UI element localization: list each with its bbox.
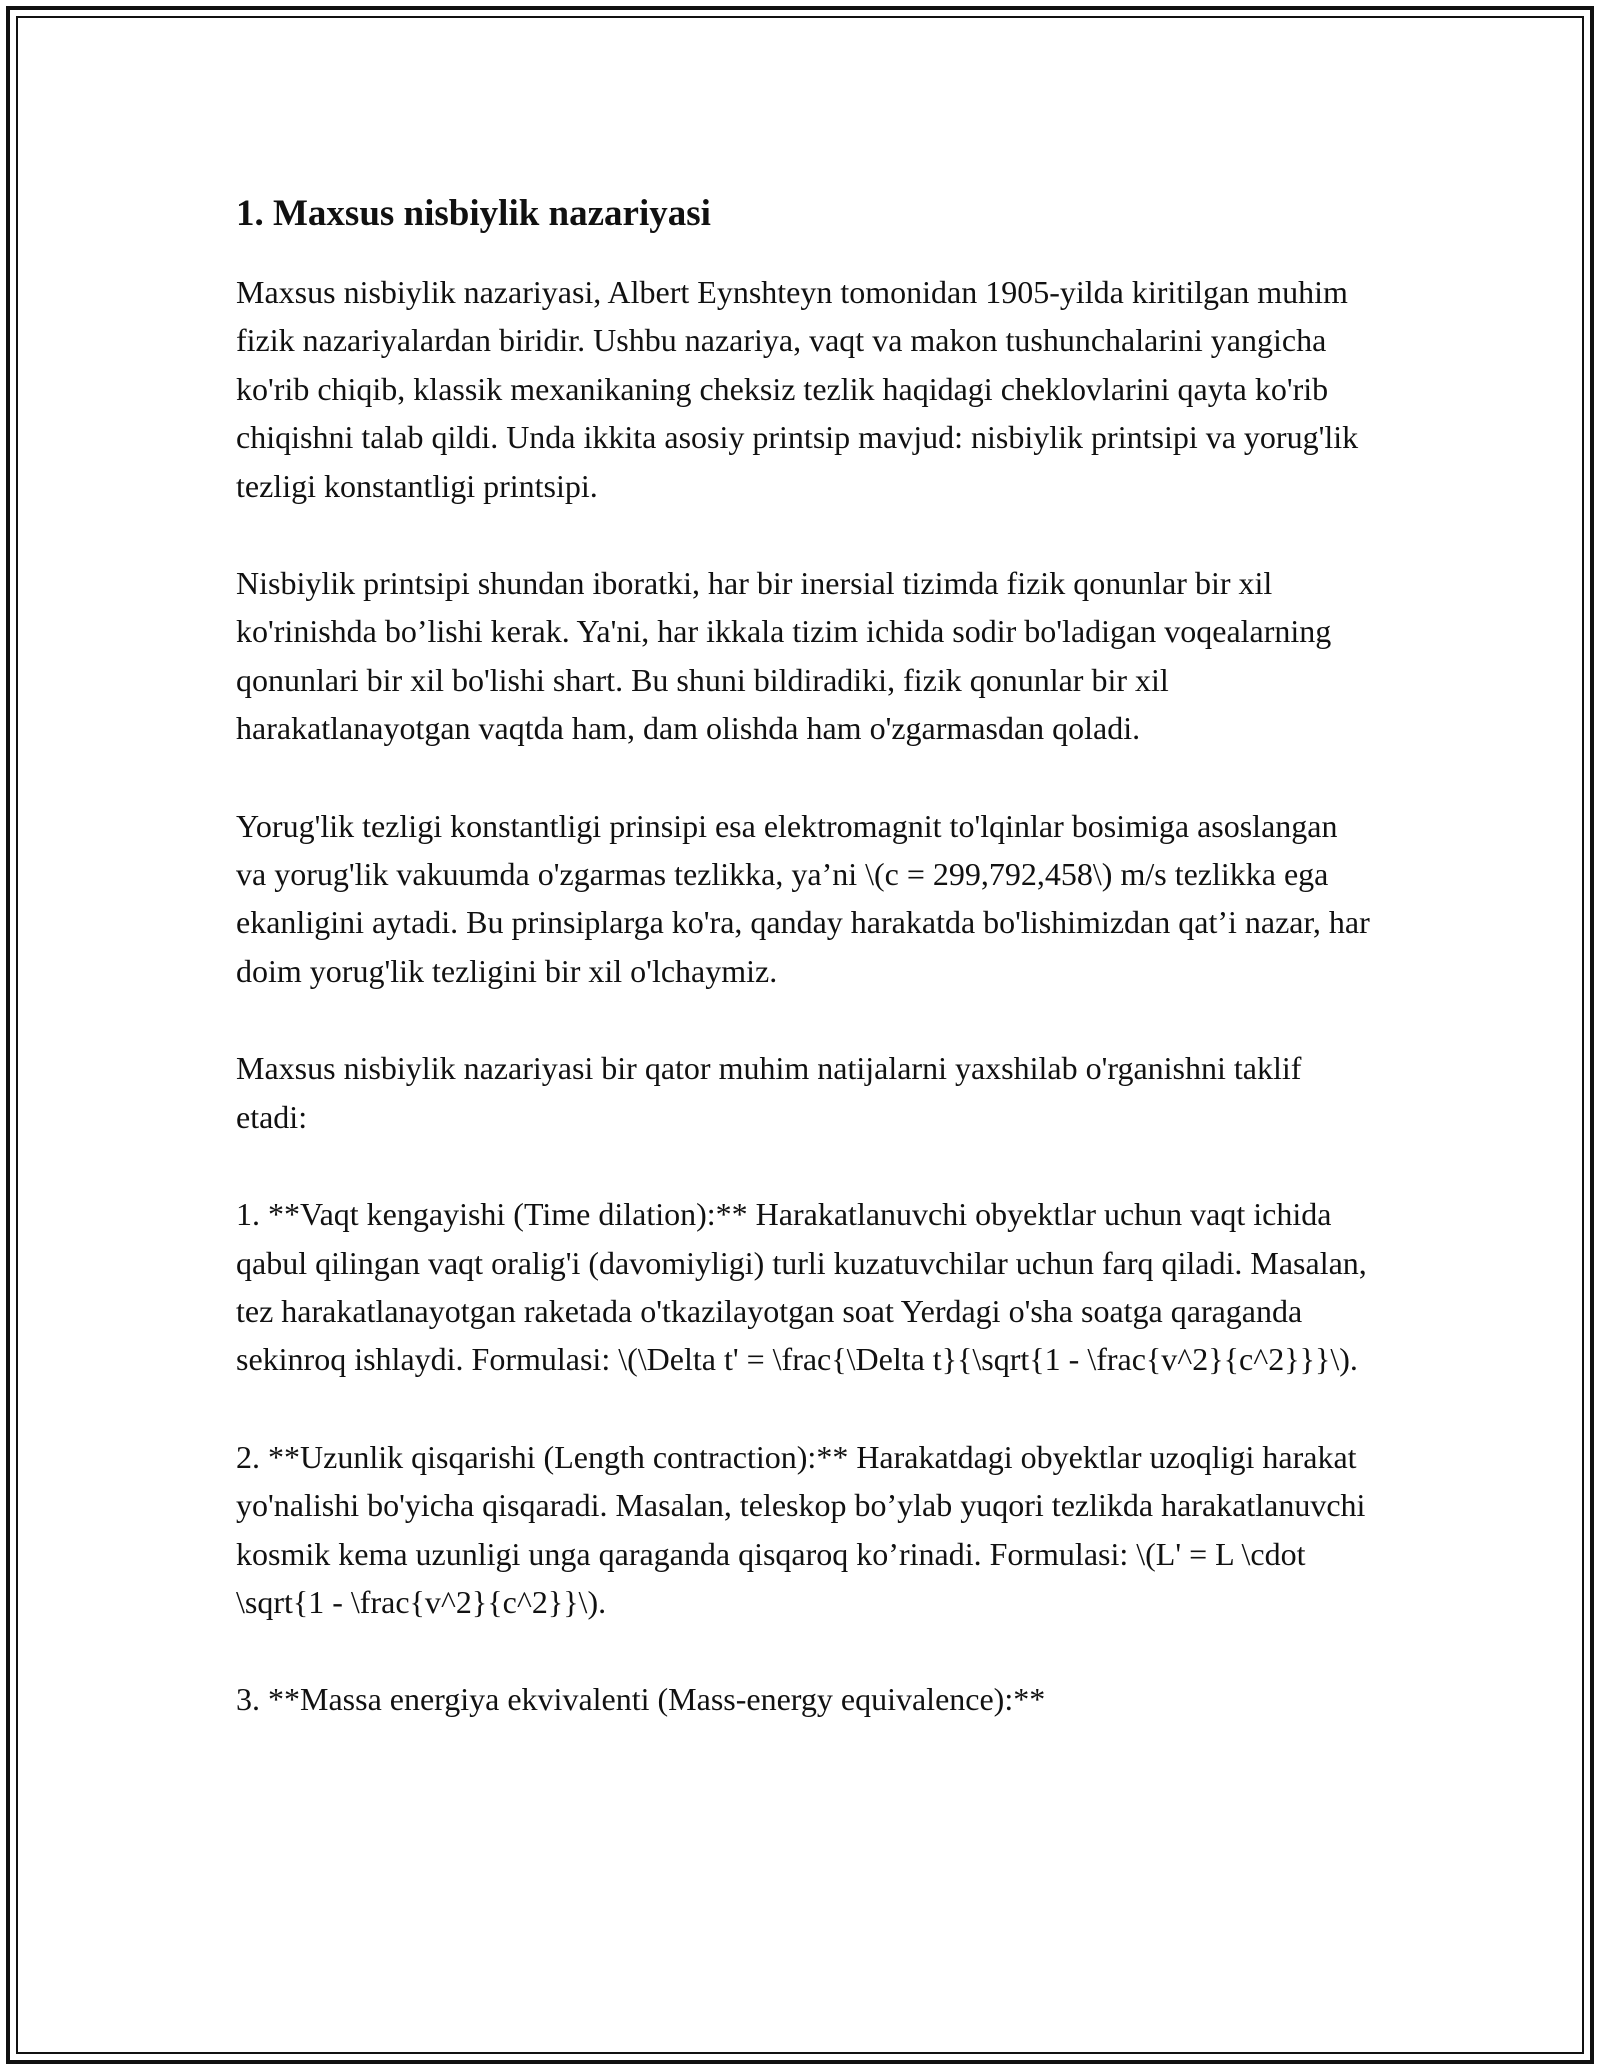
list-item-time-dilation: 1. **Vaqt kengayishi (Time dilation):** Harakatlanuvchi obyektlar uchun vaqt ichida qabul qilingan vaqt oralig'i (davomiyligi) turli kuzatuvchilar uchun farq qiladi. Masalan, tez harakatlanayotgan raketada o'tkazilayotgan soat Yerdagi o'sha soatga qaraganda sekinroq ishlaydi. Formulasi: \(\Delta t' = \frac{\Delta t}{\sqrt{1 - \frac{v^2}{c^2}}}\). [236, 1196, 1367, 1378]
paragraph-light-speed: Yorug'lik tezligi konstantligi prinsipi esa elektromagnit to'lqinlar bosimiga asoslangan va yorug'lik vakuumda o'zgarmas tezlikka, ya’ni \(c = 299,792,458\) m/s tezlikka ega ekanligini aytadi. Bu prinsiplarga ko'ra, qanday harakatda bo'lishimizdan qat’i nazar, har doim yorug'lik tezligini bir xil o'lchaymiz. [236, 807, 1370, 989]
list-item-mass-energy: 3. **Massa energiya ekvivalenti (Mass-energy equivalence):** [236, 1681, 1046, 1718]
paragraph-results-intro: Maxsus nisbiylik nazariyasi bir qator muhim natijalarni yaxshilab o'rganishni taklif etadi: [236, 1050, 1302, 1135]
document-body [236, 188, 1372, 1724]
paragraph-intro: Maxsus nisbiylik nazariyasi, Albert Eynshteyn tomonidan 1905-yilda kiritilgan muhim fizik nazariyalardan biridir. Ushbu nazariya, vaqt va makon tushunchalarini yangicha ko'rib chiqib, klassik mexanikaning cheksiz tezlik haqidagi cheklovlarini qayta ko'rib chiqishni talab qildi. Unda ikkita asosiy printsip mavjud: nisbiylik printsipi va yorug'lik tezligi konstantligi printsipi. [236, 274, 1359, 504]
paragraph-relativity-principle: Nisbiylik printsipi shundan iboratki, har bir inersial tizimda fizik qonunlar bir xil ko'rinishda bo’lishi kerak. Ya'ni, har ikkala tizim ichida sodir bo'ladigan voqealarning qonunlari bir xil bo'lishi shart. Bu shuni bildiradiki, fizik qonunlar bir xil harakatlanayotgan vaqtda ham, dam olishda ham o'zgarmasdan qoladi. [236, 565, 1332, 747]
list-item-length-contraction: 2. **Uzunlik qisqarishi (Length contraction):** Harakatdagi obyektlar uzoqligi harakat yo'nalishi bo'yicha qisqaradi. Masalan, teleskop bo’ylab yuqori tezlikda harakatlanuvchi kosmik kema uzunligi unga qaraganda qisqaroq ko’rinadi. Formulasi: \(L' = L \cdot \sqrt{1 - \frac{v^2}{c^2}}\). [236, 1438, 1366, 1620]
section-heading: 1. Maxsus nisbiylik nazariyasi [236, 193, 711, 234]
